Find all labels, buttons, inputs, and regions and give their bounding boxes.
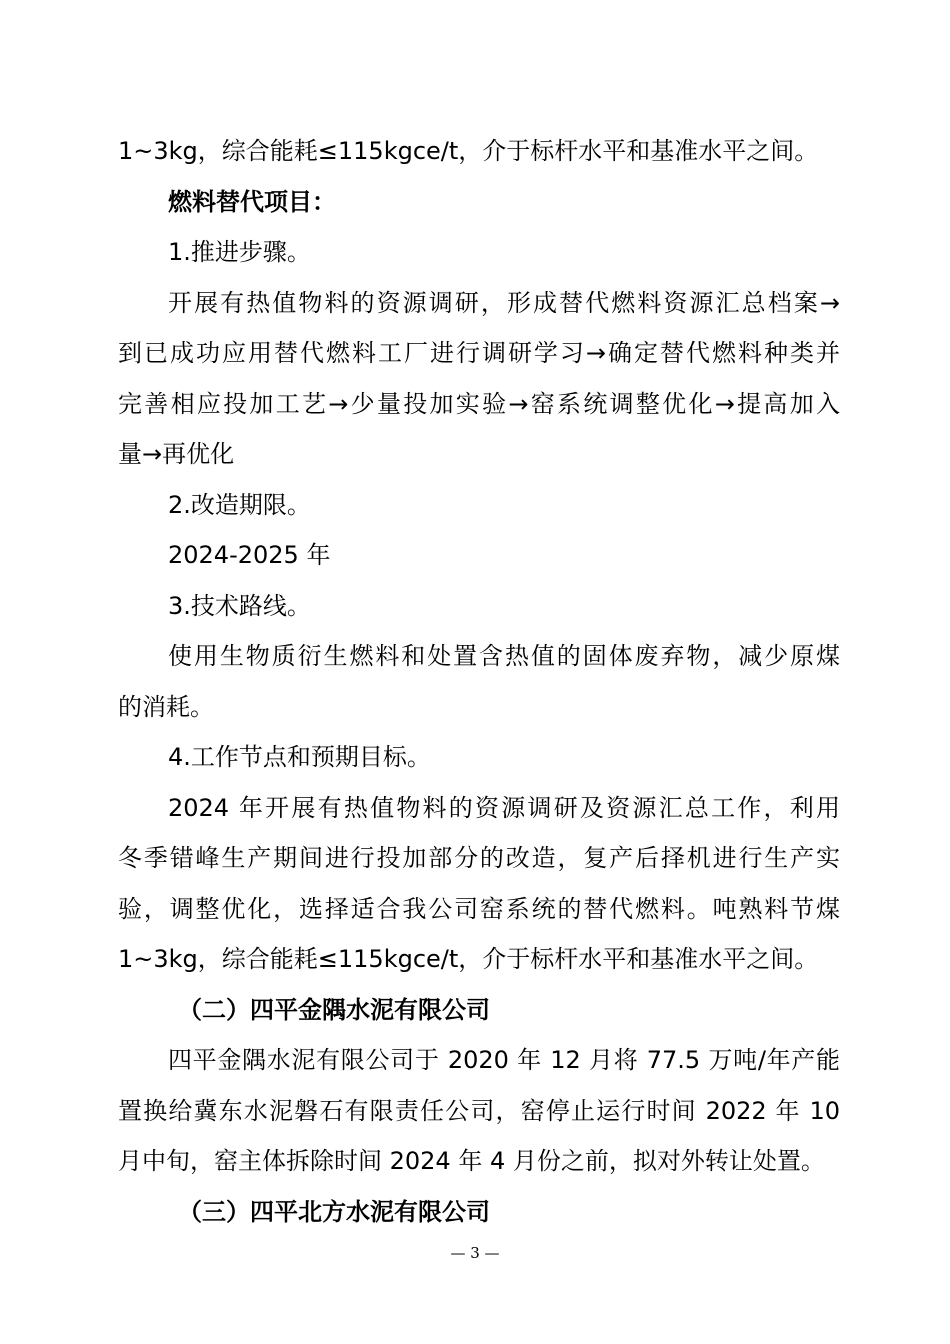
paragraph-line: 量→再优化 [118, 440, 235, 468]
item-heading-route: 3.技术路线。 [168, 591, 311, 620]
paragraph-line: 月中旬，窑主体拆除时间 2024 年 4 月份之前，拟对外转让处置。 [118, 1147, 825, 1175]
paragraph-line: 完善相应投加工艺→少量投加实验→窑系统调整优化→提高加入 [118, 389, 840, 418]
body-text [118, 126, 840, 1237]
paragraph-line: 开展有热值物料的资源调研，形成替代燃料资源汇总档案→ [168, 288, 840, 317]
paragraph-line: 使用生物质衍生燃料和处置含热值的固体废弃物，减少原煤 [168, 642, 840, 670]
paragraph-line: 验，调整优化，选择适合我公司窑系统的替代燃料。吨熟料节煤 [118, 894, 840, 923]
page-number: — 3 — [450, 1244, 500, 1262]
section-heading-fuel-substitution: 燃料替代项目： [168, 187, 336, 216]
item-heading-milestones: 4.工作节点和预期目标。 [168, 743, 431, 771]
paragraph-line: 冬季错峰生产期间进行投加部分的改造，复产后择机进行生产实 [118, 844, 840, 872]
section-heading-siping-jinyu: （二）四平金隅水泥有限公司 [178, 995, 490, 1024]
continued-line: 1~3kg，综合能耗≤115kgce/t，介于标杆水平和基准水平之间。 [118, 137, 819, 165]
paragraph-line: 置换给冀东水泥磐石有限责任公司，窑停止运行时间 2022 年 10 [118, 1096, 840, 1125]
paragraph-line: 1~3kg，综合能耗≤115kgce/t，介于标杆水平和基准水平之间。 [118, 945, 819, 973]
item-heading-steps: 1.推进步骤。 [168, 238, 311, 266]
section-heading-siping-beifang: （三）四平北方水泥有限公司 [178, 1197, 490, 1226]
paragraph-line: 的消耗。 [118, 692, 214, 721]
paragraph-line: 四平金隅水泥有限公司于 2020 年 12 月将 77.5 万吨/年产能 [168, 1046, 840, 1074]
paragraph-line: 2024 年开展有热值物料的资源调研及资源汇总工作，利用 [168, 793, 840, 822]
paragraph-line: 2024-2025 年 [168, 541, 331, 569]
paragraph-line: 到已成功应用替代燃料工厂进行调研学习→确定替代燃料种类并 [118, 339, 840, 367]
item-heading-period: 2.改造期限。 [168, 490, 311, 519]
